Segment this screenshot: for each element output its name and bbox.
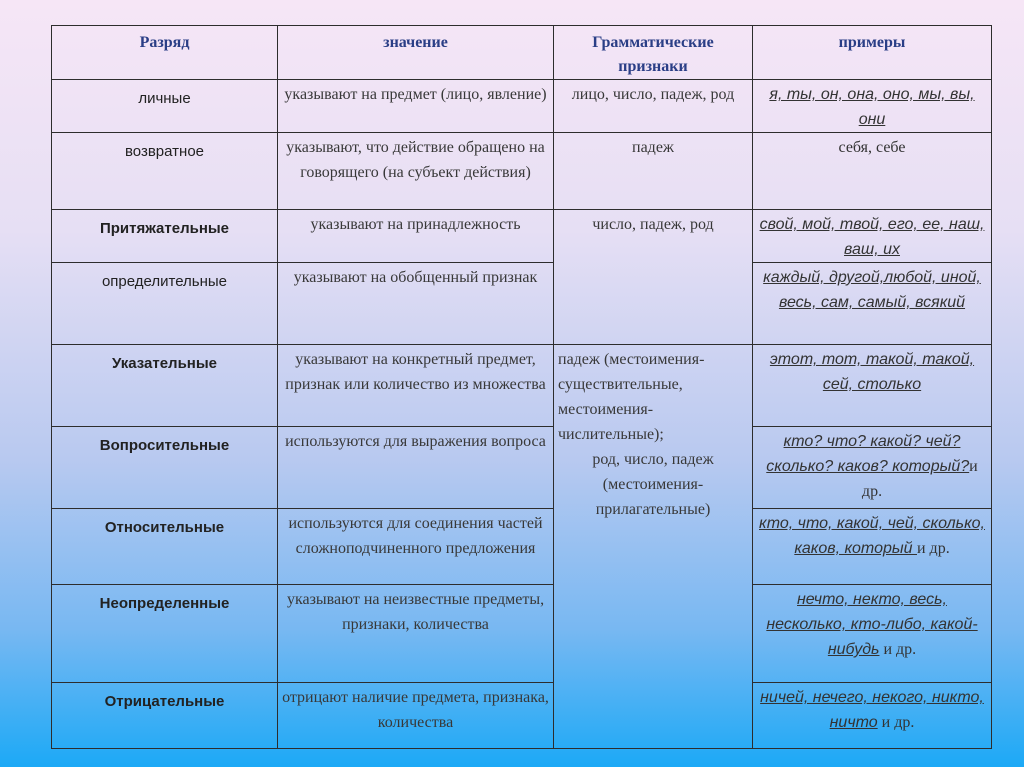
table-row (52, 345, 992, 427)
category-cell: Относительные (52, 509, 278, 585)
category-cell: Неопределенные (52, 585, 278, 683)
category-cell: Указательные (52, 345, 278, 427)
table-row (52, 263, 992, 345)
header-examples: примеры (753, 26, 992, 80)
features-cell-merged-2 (554, 345, 753, 749)
table-row (52, 133, 992, 210)
examples-text: кто, что, какой, чей, сколько, каков, который (759, 515, 985, 557)
examples-cell (753, 345, 992, 427)
features-line: падеж (местоимения- (558, 351, 705, 368)
examples-suffix: и др. (877, 714, 915, 731)
table-row (52, 80, 992, 133)
category-cell: Притяжательные (52, 210, 278, 263)
examples-suffix: и др. (916, 540, 950, 557)
category-cell: личные (52, 80, 278, 133)
header-features: Грамматические признаки (554, 26, 753, 80)
examples-cell (753, 585, 992, 683)
features-cell-merged: число, падеж, род (554, 210, 753, 345)
meaning-cell: используются для соединения частей сложноподчиненного предложения (278, 509, 554, 585)
meaning-cell: указывают на неизвестные предметы, признаки, количества (278, 585, 554, 683)
meaning-cell: указывают на обобщенный признак (278, 263, 554, 345)
category-cell: Отрицательные (52, 683, 278, 749)
examples-cell (753, 133, 992, 210)
examples-cell (753, 427, 992, 509)
examples-text: свой, мой, твой, его, ее, наш, ваш, их (759, 216, 985, 258)
header-meaning: значение (278, 26, 554, 80)
features-cell: лицо, число, падеж, род (554, 80, 753, 133)
meaning-cell: указывают на принадлежность (278, 210, 554, 263)
examples-cell (753, 80, 992, 133)
examples-suffix: и др. (879, 641, 917, 658)
features-line: существительные, (558, 376, 683, 393)
meaning-cell: указывают на конкретный предмет, признак или количество из множества (278, 345, 554, 427)
header-category: Разряд (52, 26, 278, 80)
examples-cell (753, 263, 992, 345)
features-line: числительные); (558, 426, 664, 443)
table-header-row (52, 26, 992, 80)
meaning-cell: указывают, что действие обращено на говорящего (на субъект действия) (278, 133, 554, 210)
table-row (52, 427, 992, 509)
examples-cell (753, 509, 992, 585)
examples-text: этот, тот, такой, такой, сей, столько (769, 351, 975, 393)
examples-cell (753, 683, 992, 749)
category-cell: возвратное (52, 133, 278, 210)
table-row (52, 210, 992, 263)
examples-text: каждый, другой,любой, иной, весь, сам, самый, всякий (763, 269, 981, 311)
features-line: род, число, падеж (592, 451, 714, 468)
examples-text: я, ты, он, она, оно, мы, вы, они (769, 86, 975, 128)
meaning-cell: используются для выражения вопроса (278, 427, 554, 509)
category-cell: Вопросительные (52, 427, 278, 509)
examples-text: кто? что? какой? чей? сколько? каков? который? (766, 433, 970, 475)
examples-text: ничей, нечего, некого, никто, ничто (760, 689, 984, 731)
table-row (52, 585, 992, 683)
category-cell: определительные (52, 263, 278, 345)
meaning-cell: отрицают наличие предмета, признака, количества (278, 683, 554, 749)
examples-text: себя, себе (838, 139, 906, 156)
features-line: местоимения- (558, 401, 654, 418)
features-cell: падеж (554, 133, 753, 210)
examples-cell (753, 210, 992, 263)
table-row (52, 509, 992, 585)
examples-suffix: и др. (861, 458, 978, 500)
features-line: (местоимения- (602, 476, 704, 493)
pronoun-categories-table (51, 25, 992, 749)
features-line: прилагательные) (595, 501, 711, 518)
examples-text: нечто, некто, весь, несколько, кто-либо, какой-нибудь (766, 591, 978, 658)
features-merged-text (558, 347, 748, 522)
table-row (52, 683, 992, 749)
meaning-cell: указывают на предмет (лицо, явление) (278, 80, 554, 133)
